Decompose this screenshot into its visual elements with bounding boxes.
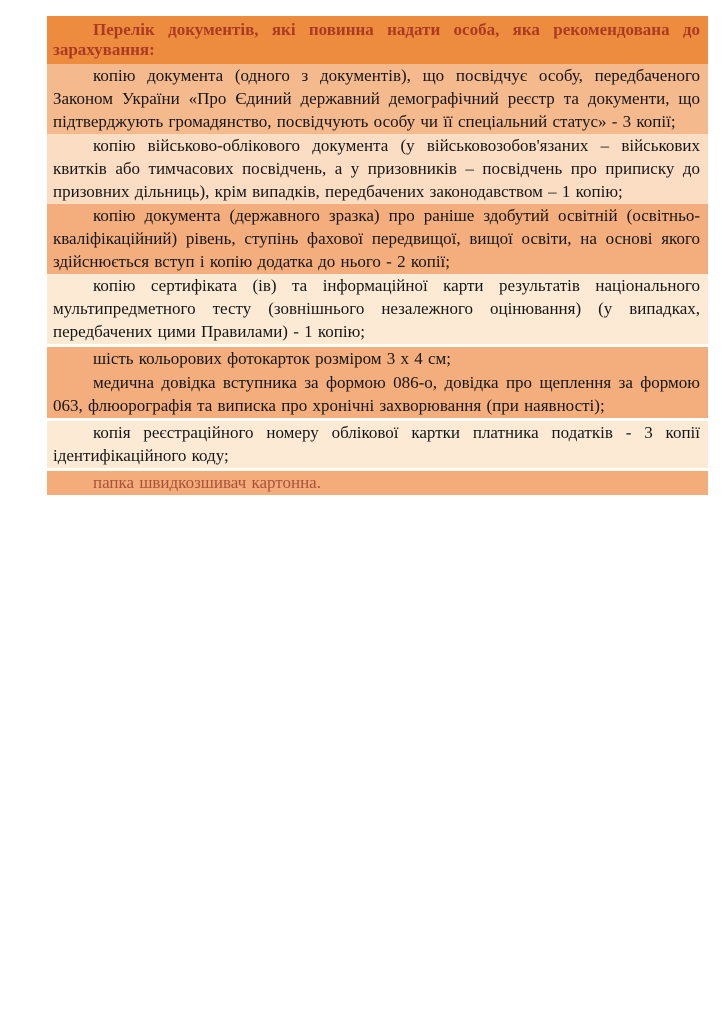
- list-item: копію військово-облікового документа (у військовозобов'язаних – військових квитків або тимчасових посвідчень, а у призовників – посвідчень про приписку до призовних дільниць), крім випадків, передбачених законодавством – 1 копію;: [47, 134, 708, 204]
- list-item: копію документа (одного з документів), що посвідчує особу, передбаченого Законом України «Про Єдиний державний демографічний реєстр та документи, що підтверджують громадянство, посвідчують особу чи її спеціальний статус» - 3 копії;: [47, 64, 708, 134]
- list-item: копія реєстраційного номеру облікової картки платника податків - 3 копії ідентифікаційного коду;: [47, 421, 708, 468]
- list-item: папка швидкозшивач картонна.: [47, 471, 708, 495]
- document-list: [47, 16, 708, 495]
- document-list-title: Перелік документів, які повинна надати особа, яка рекомендована до зарахування:: [47, 16, 708, 64]
- list-item: копію сертифіката (ів) та інформаційної карти результатів національного мультипредметного тесту (зовнішнього незалежного оцінювання) (у випадках, передбачених цими Правилами) - 1 копію;: [47, 274, 708, 344]
- list-item: копію документа (державного зразка) про раніше здобутий освітній (освітньо-кваліфікаційний) рівень, ступінь фахової передвищої, вищої освіти, на основі якого здійснюється вступ і копію додатка до нього - 2 копії;: [47, 204, 708, 274]
- list-item: медична довідка вступника за формою 086-о, довідка про щеплення за формою 063, флюорографія та виписка про хронічні захворювання (при наявності);: [47, 371, 708, 418]
- list-item: шість кольорових фотокарток розміром 3 х 4 см;: [47, 347, 708, 371]
